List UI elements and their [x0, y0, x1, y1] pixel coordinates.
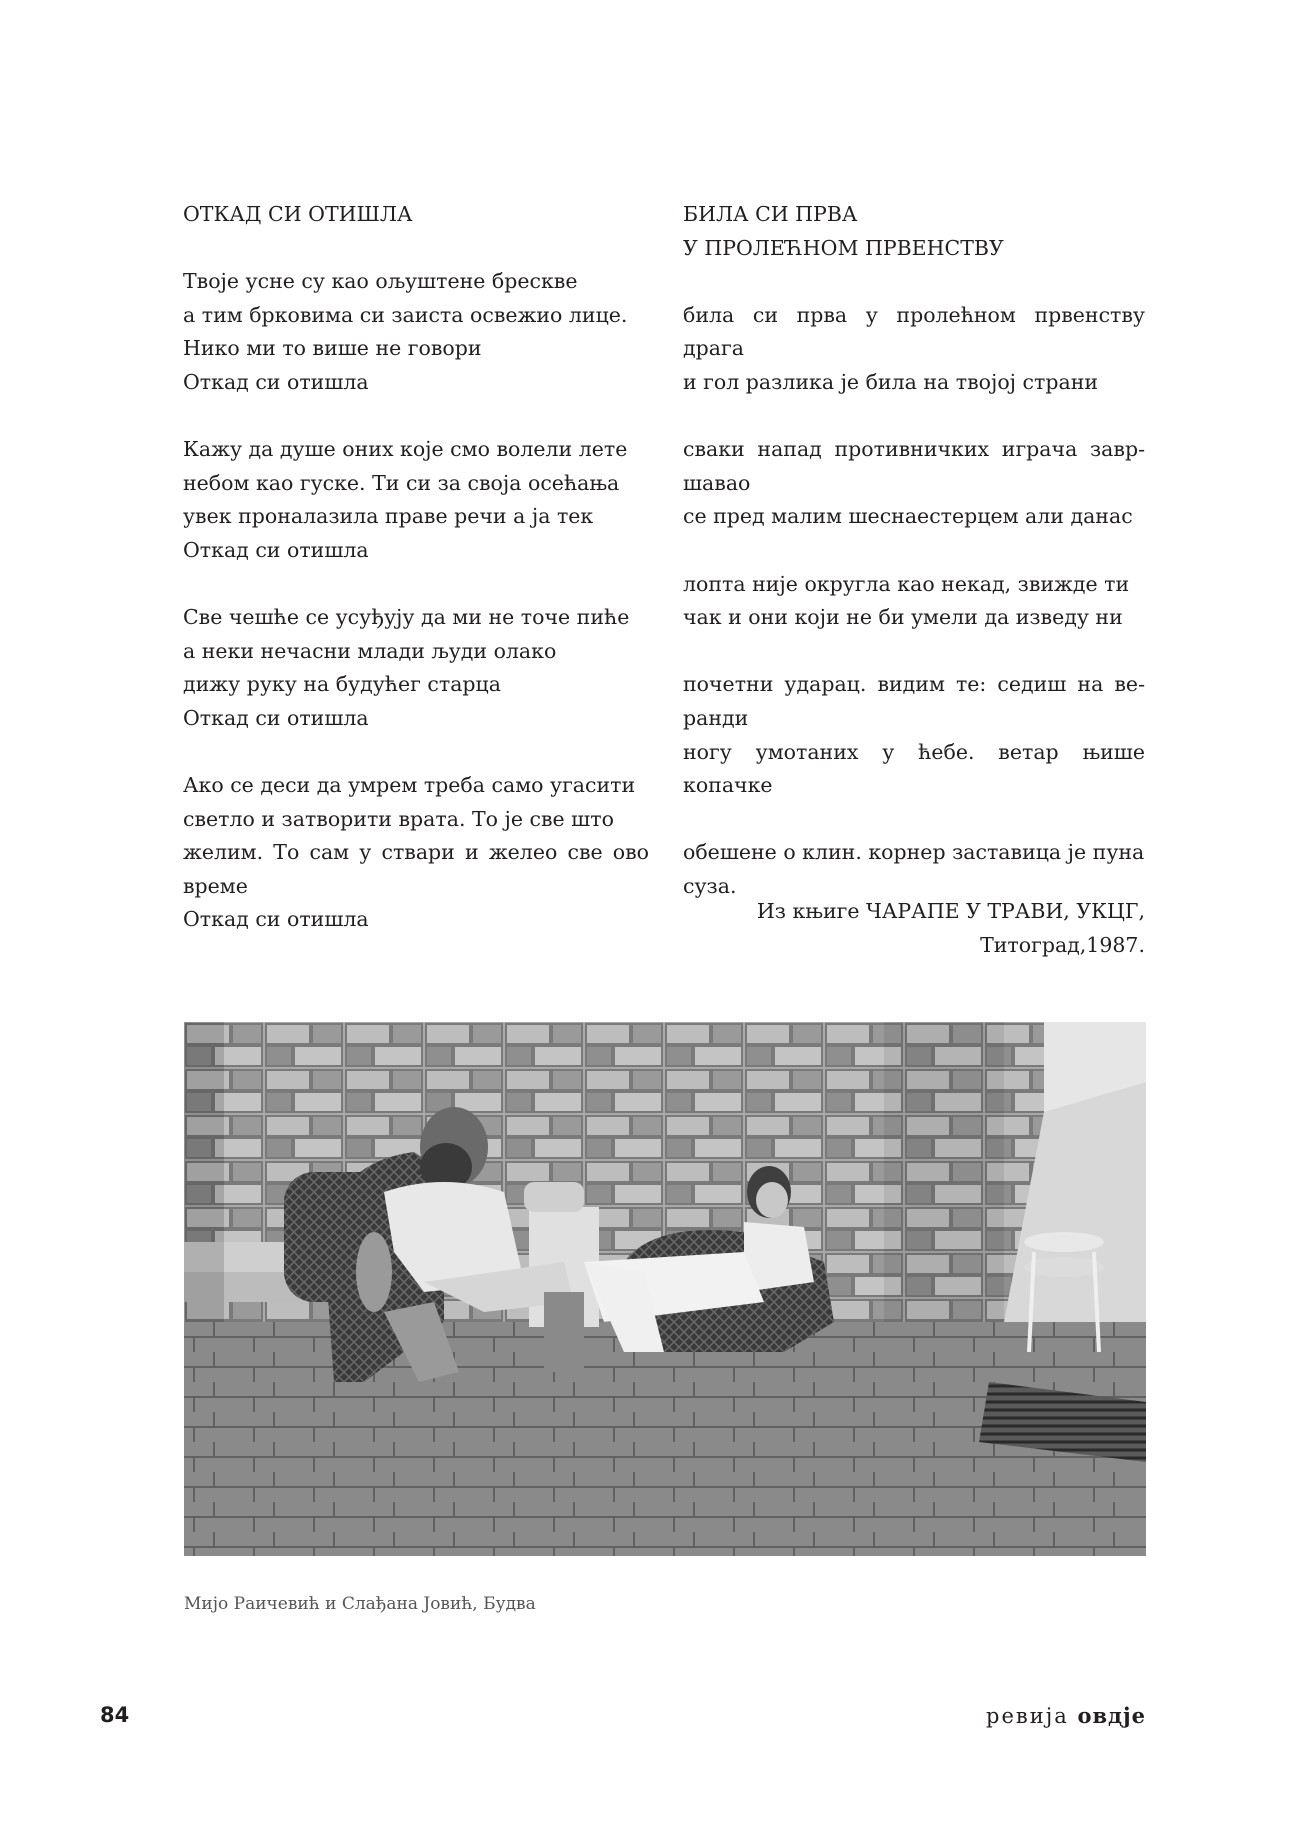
photograph-illustration [184, 1022, 1146, 1556]
poem-line: почетни ударац. видим те: седиш на ве- [683, 672, 1145, 697]
poem-right-stanza [683, 299, 1145, 400]
poem-line: чак и они који не би умели да изведу ни [683, 605, 1123, 630]
poem-right-title [683, 198, 1145, 265]
poem-line: лопта није округла као некад, звижде ти [683, 571, 1130, 596]
poem-line: Твоје усне су као ољуштене брескве [183, 269, 578, 294]
poem-right-stanza [683, 433, 1145, 534]
magazine-title: овдје [1077, 1703, 1146, 1728]
poem-right-stanza [683, 568, 1145, 635]
poem-line: небом као гуске. Ти си за своја осећања [183, 470, 620, 495]
poem-line: Кажу да душе оних које смо волели лете [183, 437, 628, 462]
magazine-prefix: ревија [986, 1704, 1069, 1728]
poem-left-stanza [183, 769, 649, 937]
poem-line: шавао [683, 470, 751, 495]
poem-left [183, 198, 649, 937]
poem-line: ногу умотаних у ћебе. ветар њише копачке [683, 739, 1145, 798]
poem-line: Откад си отишла [183, 705, 369, 730]
magazine-name [986, 1703, 1146, 1728]
poem-line: обешене о клин. корнер заставица је пуна [683, 840, 1145, 865]
poem-line: а неки нечасни млади људи олако [183, 638, 557, 663]
poem-line: време [183, 873, 248, 898]
poem-line: била си прва у пролећном првенству драга [683, 302, 1145, 361]
poem-line: Нико ми то више не говори [183, 336, 482, 361]
poem-right-stanza [683, 836, 1145, 903]
poem-line: Откад си отишла [183, 907, 369, 932]
poem-line: увек проналазила праве речи а ја тек [183, 504, 594, 529]
poem-right-title-line1: БИЛА СИ ПРВА [683, 202, 858, 226]
poem-line: сваки напад противничких играча завр- [683, 437, 1145, 462]
poem-right-title-line2: У ПРОЛЕЋНОМ ПРВЕНСТВУ [683, 235, 1004, 260]
poem-right-stanza [683, 668, 1145, 802]
poem-left-stanza [183, 265, 649, 399]
book-source-line1: Из књиге ЧАРАПЕ У ТРАВИ, УКЦГ, [756, 899, 1145, 923]
poem-left-stanza [183, 433, 649, 567]
poem-line: дижу руку на будућег старца [183, 672, 501, 697]
poem-line: и гол разлика је била на твојој страни [683, 369, 1099, 394]
page-number: 84 [100, 1703, 130, 1727]
poem-left-stanza [183, 601, 649, 735]
book-source [683, 895, 1145, 962]
poem-line: суза. [683, 873, 737, 898]
photo-caption: Мијо Раичевић и Слађана Јовић, Будва [184, 1594, 536, 1614]
poem-line: а тим брковима си заиста освежио лице. [183, 302, 628, 327]
poem-line: желим. То сам у ствари и желео све ово [183, 840, 649, 865]
poem-line: Откад си отишла [183, 537, 369, 562]
poem-right [683, 198, 1145, 903]
poem-line: Ако се деси да умрем треба само угасити [183, 773, 636, 798]
poem-line: се пред малим шеснаестерцем али данас [683, 504, 1133, 529]
poem-left-title: ОТКАД СИ ОТИШЛА [183, 202, 413, 226]
book-source-line2: Титоград,1987. [980, 932, 1145, 957]
poem-line: Све чешће се усуђују да ми не точе пиће [183, 605, 630, 630]
poem-line: светло и затворити врата. То је све што [183, 806, 614, 831]
photograph [184, 1022, 1146, 1556]
poem-line: ранди [683, 705, 749, 730]
poem-line: Откад си отишла [183, 369, 369, 394]
